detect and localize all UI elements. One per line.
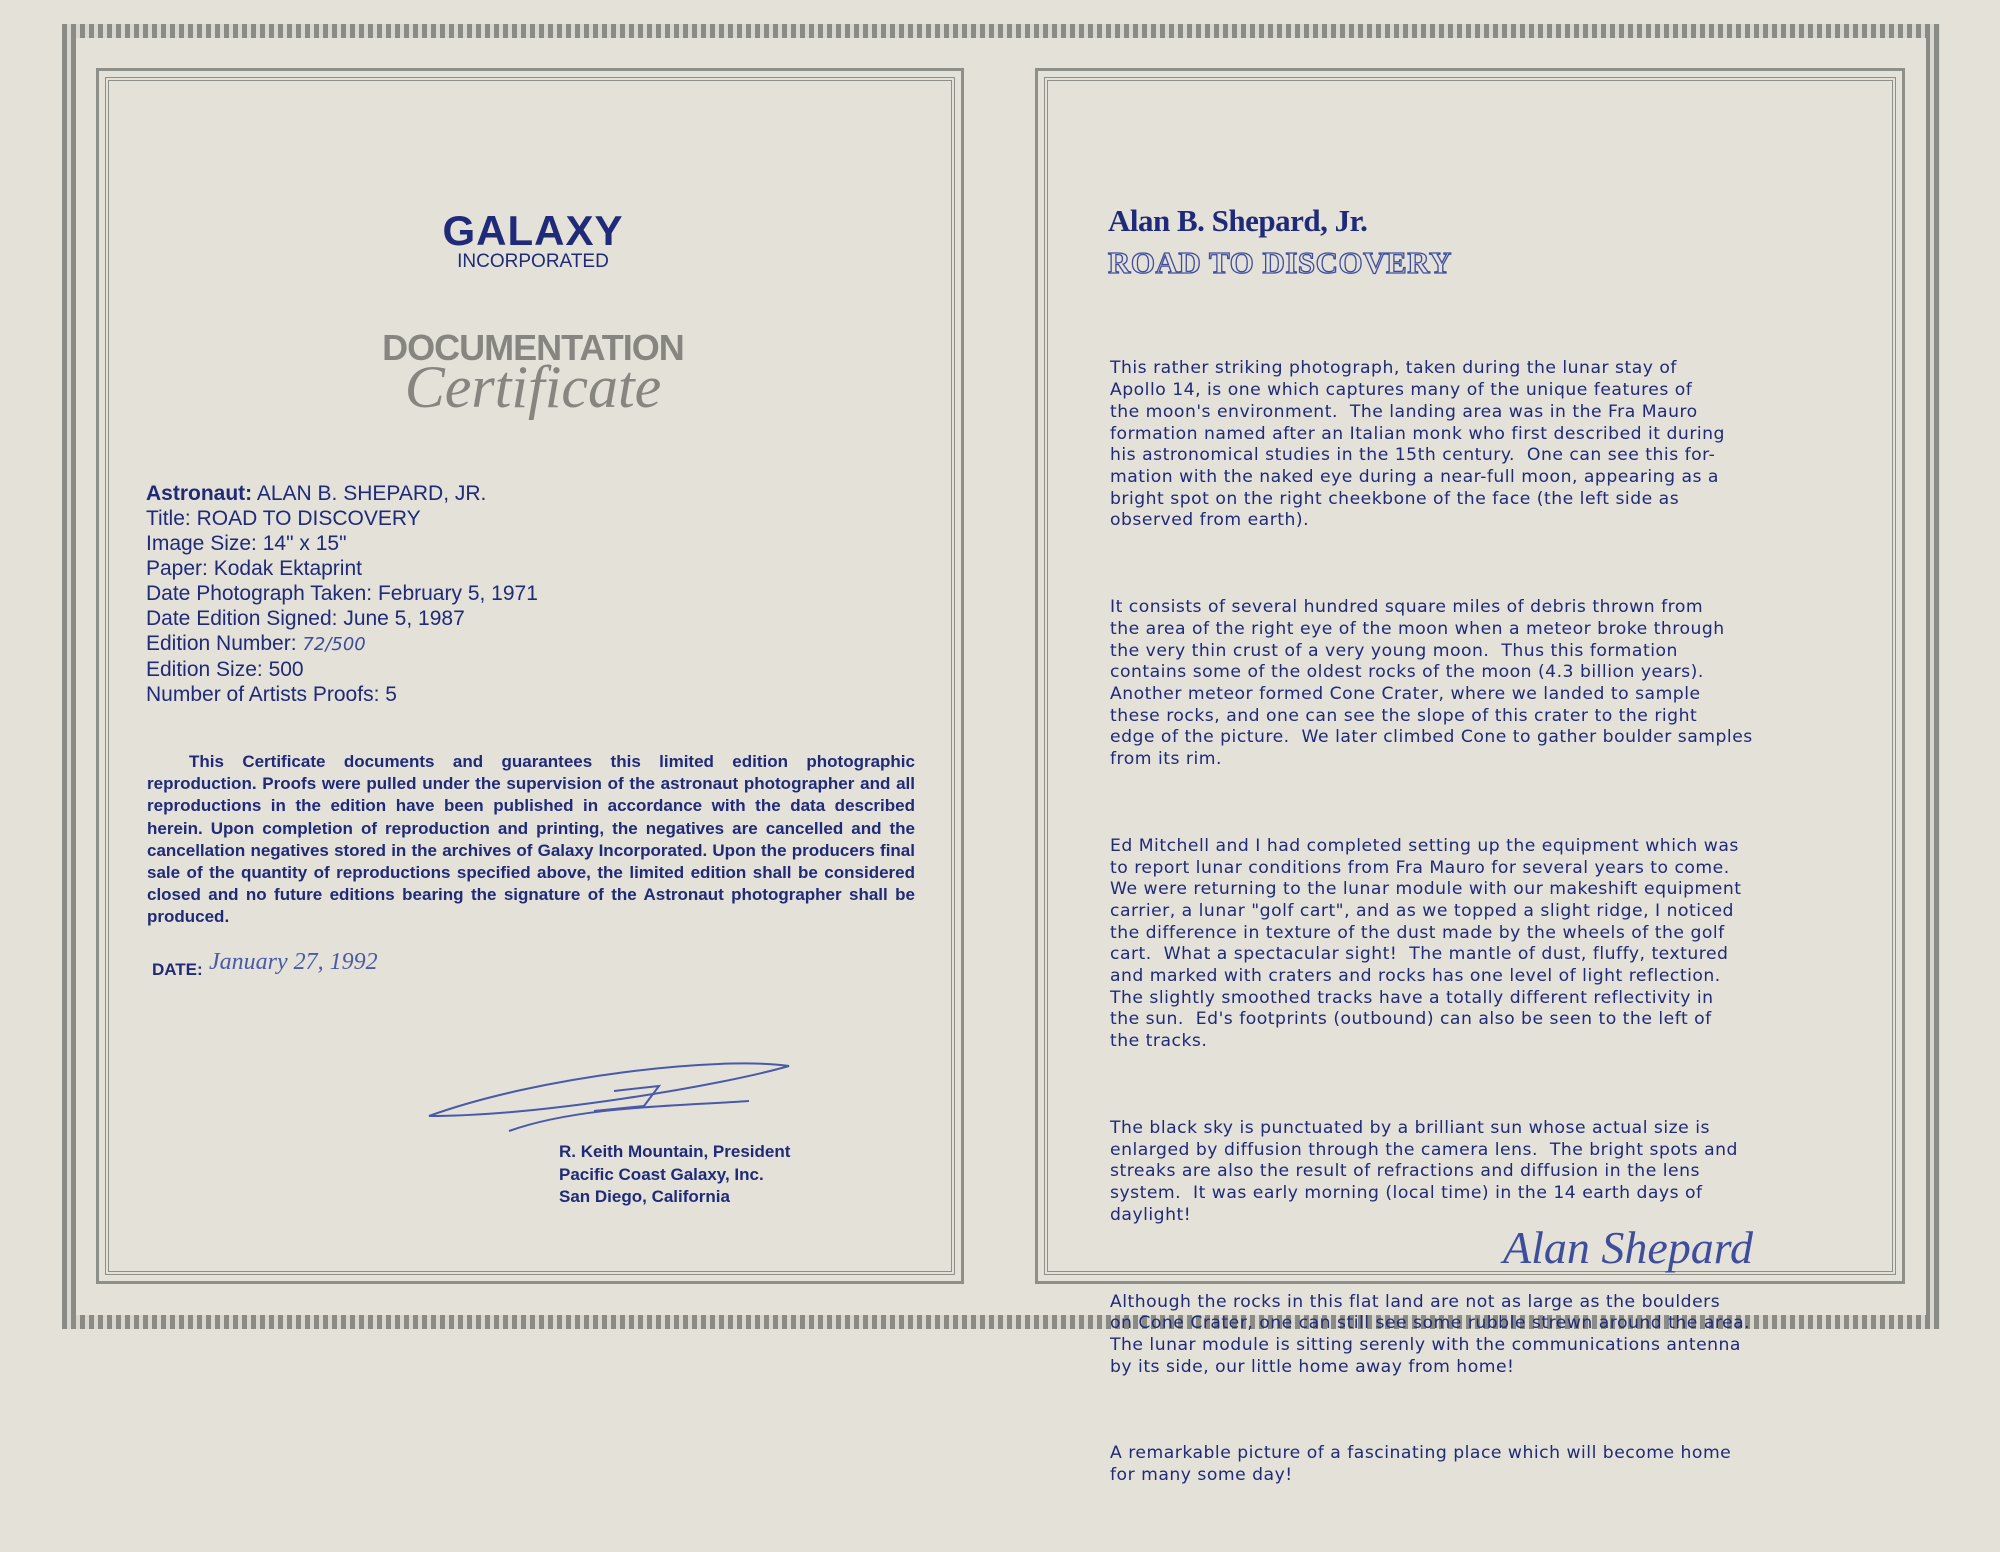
detail-date-taken: Date Photograph Taken: February 5, 1971 bbox=[146, 582, 538, 605]
detail-artist-proofs: Number of Artists Proofs: 5 bbox=[146, 683, 397, 706]
galaxy-logo: GALAXY bbox=[442, 207, 624, 254]
detail-edition-size: Edition Size: 500 bbox=[146, 658, 304, 681]
story-paragraph: A remarkable picture of a fascinating place which will become home for many some day! bbox=[1110, 1443, 1732, 1486]
story-body bbox=[1110, 315, 1753, 1552]
detail-title: Title: ROAD TO DISCOVERY bbox=[146, 507, 421, 530]
story-panel bbox=[1035, 68, 1905, 1486]
story-paragraph: Ed Mitchell and I had completed setting up the equipment which was to report lunar conditions from Fra Mauro for several years to come. We were returning to the lunar module with our makeshift equipment carrier, a lunar "golf cart", and as we topped a slight ridge, I noticed the difference in texture of the dust made by the wheels of the golf cart. What a spectacular sight! The mantle of dust, fluffy, textured and marked with craters and rocks has one level of light reflection. The slightly smoothed tracks have a totally different reflectivity in the sun. Ed's footprints (outbound) can also be seen to the left of the tracks. bbox=[1110, 835, 1742, 1052]
story-paragraph: The black sky is punctuated by a brilliant sun whose actual size is enlarged by diffusion through the camera lens. The bright spots and streaks are also the result of refractions and diffusion in the lens system. It was early morning (local time) in the 14 earth days of daylight! bbox=[1110, 1117, 1738, 1225]
detail-image-size: Image Size: 14" x 15" bbox=[146, 532, 347, 555]
handwritten-date: January 27, 1992 bbox=[209, 949, 378, 975]
story-paragraph: It consists of several hundred square miles of debris thrown from the area of the right eye of the moon when a meteor broke through the very thin crust of a very young moon. Thus this formation contains some of the oldest rocks of the moon (4.3 billion years). Another meteor formed Cone Crater, where we landed to sample these rocks, and one can see the slope of this crater to the right edge of the picture. We later climbed Cone to gather boulder samples from its rim. bbox=[1110, 597, 1753, 770]
detail-edition-number: Edition Number: 72/500 bbox=[146, 632, 366, 655]
signatory-location: San Diego, California bbox=[559, 1187, 730, 1206]
detail-paper: Paper: Kodak Ektaprint bbox=[146, 557, 362, 580]
story-paragraph: This rather striking photograph, taken during the lunar stay of Apollo 14, is one which captures many of the unique features of the moon's environment. The landing area was in the Fra Mauro formation named after an Italian monk who first described it during his astronomical studies in the 15th century. One can see this for- mation with the naked eye during a near-full moon, appearing as a bright spot on the right cheekbone of the face (the left side as observed from earth). bbox=[1110, 358, 1725, 531]
signatory-name: R. Keith Mountain, President bbox=[559, 1142, 791, 1161]
date-label: DATE: bbox=[152, 960, 203, 979]
details-list bbox=[146, 481, 538, 707]
certificate-panel bbox=[96, 68, 964, 1284]
signatory-block bbox=[559, 1141, 790, 1209]
heading-documentation: DOCUMENTATION bbox=[382, 327, 684, 368]
detail-date-signed: Date Edition Signed: June 5, 1987 bbox=[146, 607, 465, 630]
photo-title: ROAD TO DISCOVERY bbox=[1108, 245, 1452, 280]
guarantee-paragraph: This Certificate documents and guarantees this limited edition photographic reproduction. Proofs were pulled under the supervision of the astronaut photographer and all reproductions in the edition have been published in accordance with the data described herein. Upon completion of reproduction and printing, the negatives are cancelled and the cancellation negatives stored in the archives of Galaxy Incorporated. Upon the producers final sale of the quantity of reproductions specified above, the limited edition shall be considered closed and no future editions bearing the signature of the Astronaut photographer shall be produced. bbox=[147, 752, 915, 927]
astronaut-name: Alan B. Shepard, Jr. bbox=[1108, 203, 1368, 238]
president-signature-icon bbox=[419, 1046, 819, 1136]
detail-astronaut: Astronaut: ALAN B. SHEPARD, JR. bbox=[146, 482, 487, 505]
galaxy-logo-sub: INCORPORATED bbox=[457, 251, 609, 272]
shepard-signature: Alan Shepard bbox=[1503, 1222, 1753, 1273]
story-paragraph: Although the rocks in this flat land are not as large as the boulders on Cone Crater, one can still see some rubble strewn around the area. The lunar module is sitting serenly with the communications antenna by its side, our little home away from home! bbox=[1110, 1291, 1751, 1377]
signatory-company: Pacific Coast Galaxy, Inc. bbox=[559, 1164, 764, 1184]
heading-certificate: Certificate bbox=[404, 354, 662, 420]
